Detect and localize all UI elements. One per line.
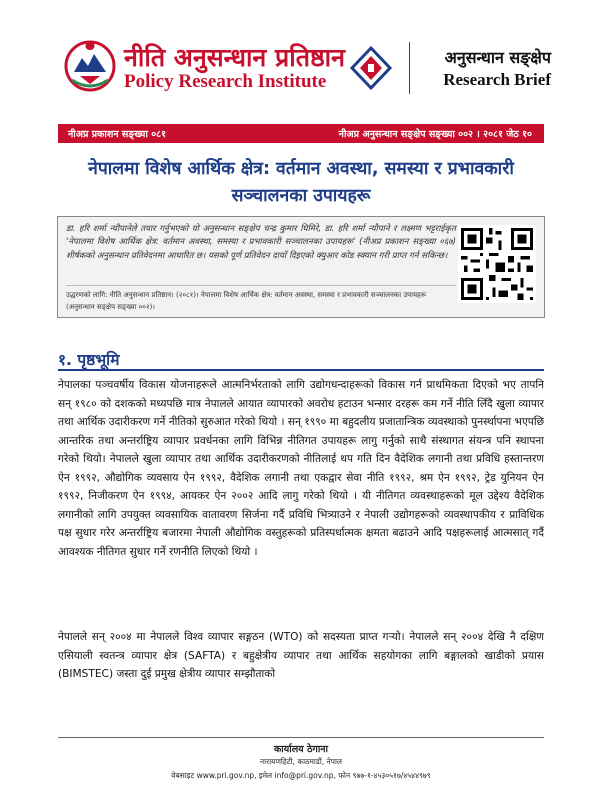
org-name-nepali: नीति अनुसन्धान प्रतिष्ठान bbox=[124, 43, 346, 72]
doc-type-english: Research Brief bbox=[443, 70, 551, 89]
summary-info-box bbox=[57, 216, 545, 318]
paragraph: नेपालले सन् २००४ मा नेपालले विश्व व्यापार सङ्गठन (WTO) को सदस्यता प्राप्त गऱ्यो। नेपालले सन् २००४ देखि नै दक्षिण एसियाली स्वतन्त्र व्यापार क्षेत्र (SAFTA) र बहुक्षेत्रीय व्यापार तथा आर्थिक सहयोगका लागि बङ्गालको खाडीको प्रयास (BIMSTEC) जस्ता दुई प्रमुख क्षेत्रीय व्यापार सम्झौताको bbox=[58, 631, 544, 680]
paragraph: नेपालका पञ्चवर्षीय विकास योजनाहरूले आत्मनिर्भरताको लागि उद्योगधन्दाहरूको विकास गर्न प्राथमिकता दिएको भए तापनि सन् १९८० को दशकको मध्यपछि मात्र नेपालले आयात व्यापारको अवरोध हटाउन भन्सार दरहरू कम गर्ने नीति लिँदै खुला व्यापार तथा आर्थिक उदारीकरण गर्ने नीतिको सुरुआत गरेको थियो । सन् १९९० मा बहुदलीय प्रजातान्त्रिक व्यवस्थाको पुनर्स्थापना भएपछि आन्तरिक तथा अन्तर्राष्ट्रिय व्यापार प्रवर्धनका लागि विभिन्न नीतिगत उपायहरू लागु गर्नुको साथै संस्थागत संयन्त्र पनि स्थापना गरेको थियो। नेपालले खुला व्यापार तथा आर्थिक उदारीकरणको नीतिलाई थप गति दिन वैदेशिक लगानी तथा प्रविधि हस्तान्तरण ऐन १९९२, औद्योगिक व्यवसाय ऐन १९९२, वैदेशिक लगानी तथा एकद्वार सेवा नीति १९९२, श्रम ऐन १९९२, ट्रेड युनियन ऐन १९९२, निजीकरण ऐन १९९४, आयकर ऐन २००२ आदि लागु गरेको थियो । यी नीतिगत व्यवस्थाहरूको मूल उद्देश्य वैदेशिक लगानीको लागि उपयुक्त व्यवसायिक वातावरण सिर्जना गर्दै प्रविधि भित्र्याउने र नेपाली उद्योगहरूको व्यवस्थापकीय र प्राविधिक पक्ष सुधार गरेर अन्तर्राष्ट्रिय बजारमा नेपाली औद्योगिक वस्तुहरूको प्रतिस्पर्धात्मक क्षमता बढाउने आदि पक्षहरूलाई आत्मसात् गर्दै आवश्यक नीतिगत सुधार गर्ने रणनीति लिएको थियो । bbox=[58, 379, 544, 558]
brief-number-date: नीअप्र अनुसन्धान सङ्क्षेप सङ्ख्या ००२ । २०८१ जेठ १० bbox=[338, 129, 532, 140]
pri-logo-icon bbox=[348, 44, 394, 92]
footer-contact: वेबसाइट www.pri.gov.np, इमेल info@pri.gov.np, फोन ९७७-१-४५३०५१७/४५४४९७९ bbox=[171, 771, 431, 780]
org-name-english: Policy Research Institute bbox=[124, 71, 327, 92]
section-heading: १. पृष्ठभूमि bbox=[58, 351, 120, 369]
page-header bbox=[0, 0, 601, 118]
citation-text: उद्धरणको लागि: नीति अनुसन्धान प्रतिष्ठान। (२०८१)। नेपालमा विशेष आर्थिक क्षेत्र: वर्तमान अवस्था, समस्या र प्रभावकारी सञ्चालनका उपायहरू (अनुसन्धान सङ्क्षेप सङ्ख्या ००२)। bbox=[66, 285, 456, 313]
publication-number: नीअप्र प्रकाशन सङ्ख्या ०८१ bbox=[68, 129, 167, 140]
nepal-emblem-icon bbox=[64, 36, 116, 94]
doc-type-nepali: अनुसन्धान सङ्क्षेप bbox=[444, 48, 551, 67]
qr-code-icon[interactable] bbox=[458, 225, 536, 303]
footer-title: कार्यालय ठेगाना bbox=[273, 744, 329, 755]
publication-banner bbox=[58, 124, 544, 143]
footer-address: नारायणहिटी, काठमाडौं, नेपाल bbox=[260, 757, 342, 766]
section-rule bbox=[58, 369, 544, 371]
info-text: डा. हरि शर्मा न्यौपानेले तयार गर्नुभएको यो अनुसन्धान सङ्क्षेप चन्द्र कुमार घिमिरे, डा. हरि शर्मा न्यौपाने र लक्ष्मण भट्टराईकृत 'नेपालमा विशेष आर्थिक क्षेत्र: वर्तमान अवस्था, समस्या र प्रभावकारी सञ्चालनका उपायहरू' (नीअप्र प्रकाशन सङ्ख्या ०६७) शीर्षकको अनुसन्धान प्रतिवेदनमा आधारित छ। यसको पूर्ण प्रतिवेदन दायाँ दिइएको क्युआर कोड स्क्यान गरी प्राप्त गर्न सकिन्छ। bbox=[66, 224, 456, 261]
document-title: नेपालमा विशेष आर्थिक क्षेत्र: वर्तमान अवस्था, समस्या र प्रभावकारी सञ्चालनका उपायहरू bbox=[88, 159, 514, 206]
footer-divider bbox=[58, 737, 544, 738]
header-divider bbox=[409, 42, 410, 94]
